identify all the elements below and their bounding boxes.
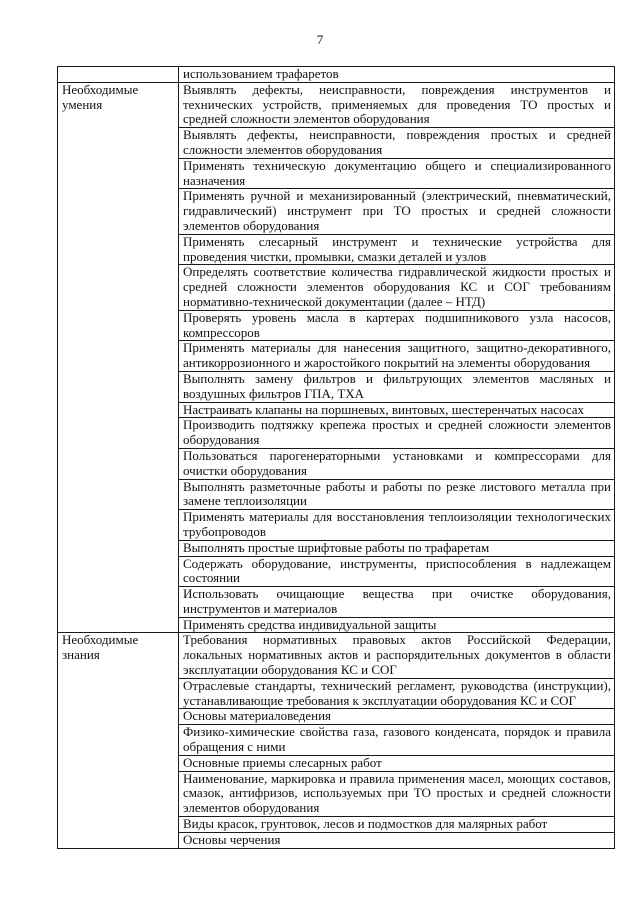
requirements-table [57, 66, 615, 849]
skill-cell: Пользоваться парогенераторными установками и компрессорами для очистки оборудования [179, 448, 615, 479]
section-label-knowledge [58, 633, 179, 848]
skill-cell: Выполнять простые шрифтовые работы по трафаретам [179, 540, 615, 556]
skill-cell: Применять материалы для нанесения защитного, защитно-декоративного, антикоррозионного и жаростойкого покрытий на элементы оборудования [179, 341, 615, 372]
empty-label-cell [58, 67, 179, 83]
skill-cell: Выполнять замену фильтров и фильтрующих элементов масляных и воздушных фильтров ГПА, ТХА [179, 371, 615, 402]
knowledge-cell: Основы черчения [179, 832, 615, 848]
skill-cell: Настраивать клапаны на поршневых, винтовых, шестеренчатых насосах [179, 402, 615, 418]
skill-cell: Выявлять дефекты, неисправности, повреждения простых и средней сложности элементов оборудования [179, 128, 615, 159]
knowledge-cell: Требования нормативных правовых актов Российской Федерации, локальных нормативных актов и распорядительных документов в области эксплуатации оборудования КС и СОГ [179, 633, 615, 678]
skill-cell: Применять материалы для восстановления теплоизоляции технологических трубопроводов [179, 510, 615, 541]
knowledge-cell: Физико-химические свойства газа, газового конденсата, порядок и правила обращения с ними [179, 725, 615, 756]
page-number: 7 [316, 32, 324, 47]
skill-cell: Применять ручной и механизированный (электрический, пневматический, гидравлический) инструмент при ТО простых и средней сложности элементов оборудования [179, 189, 615, 234]
skill-cell: Применять слесарный инструмент и технические устройства для проведения чистки, промывки, смазки деталей и узлов [179, 234, 615, 265]
section-label-text: Необходимые умения [62, 81, 139, 112]
section-label-skills [58, 82, 179, 633]
table-row [58, 67, 615, 83]
knowledge-cell: Основные приемы слесарных работ [179, 755, 615, 771]
skill-cell: Выполнять разметочные работы и работы по резке листового металла при замене теплоизоляции [179, 479, 615, 510]
continuation-cell: использованием трафаретов [179, 67, 615, 83]
skill-cell: Выявлять дефекты, неисправности, повреждения инструментов и технических устройств, применяемых для проведения ТО простых и средней сложности элементов оборудования [179, 82, 615, 127]
skill-cell: Применять техническую документацию общего и специализированного назначения [179, 158, 615, 189]
skill-cell: Использовать очищающие вещества при очистке оборудования, инструментов и материалов [179, 587, 615, 618]
skill-cell: Содержать оборудование, инструменты, приспособления в надлежащем состоянии [179, 556, 615, 587]
table-row [58, 82, 615, 127]
skill-cell: Производить подтяжку крепежа простых и средней сложности элементов оборудования [179, 418, 615, 449]
knowledge-cell: Основы материаловедения [179, 709, 615, 725]
skill-cell: Применять средства индивидуальной защиты [179, 617, 615, 633]
section-label-text: Необходимые знания [62, 632, 139, 663]
skill-cell: Определять соответствие количества гидравлической жидкости простых и средней сложности элементов оборудования КС и СОГ требованиям нормативно-технической документации (далее – НТД) [179, 265, 615, 310]
table-row [58, 633, 615, 678]
knowledge-cell: Наименование, маркировка и правила применения масел, моющих составов, смазок, антифризов, используемых при ТО простых и средней сложности элементов оборудования [179, 771, 615, 816]
knowledge-cell: Отраслевые стандарты, технический регламент, руководства (инструкции), устанавливающие требования к эксплуатации оборудования КС и СОГ [179, 678, 615, 709]
knowledge-cell: Виды красок, грунтовок, лесов и подмостков для малярных работ [179, 817, 615, 833]
skill-cell: Проверять уровень масла в картерах подшипникового узла насосов, компрессоров [179, 310, 615, 341]
